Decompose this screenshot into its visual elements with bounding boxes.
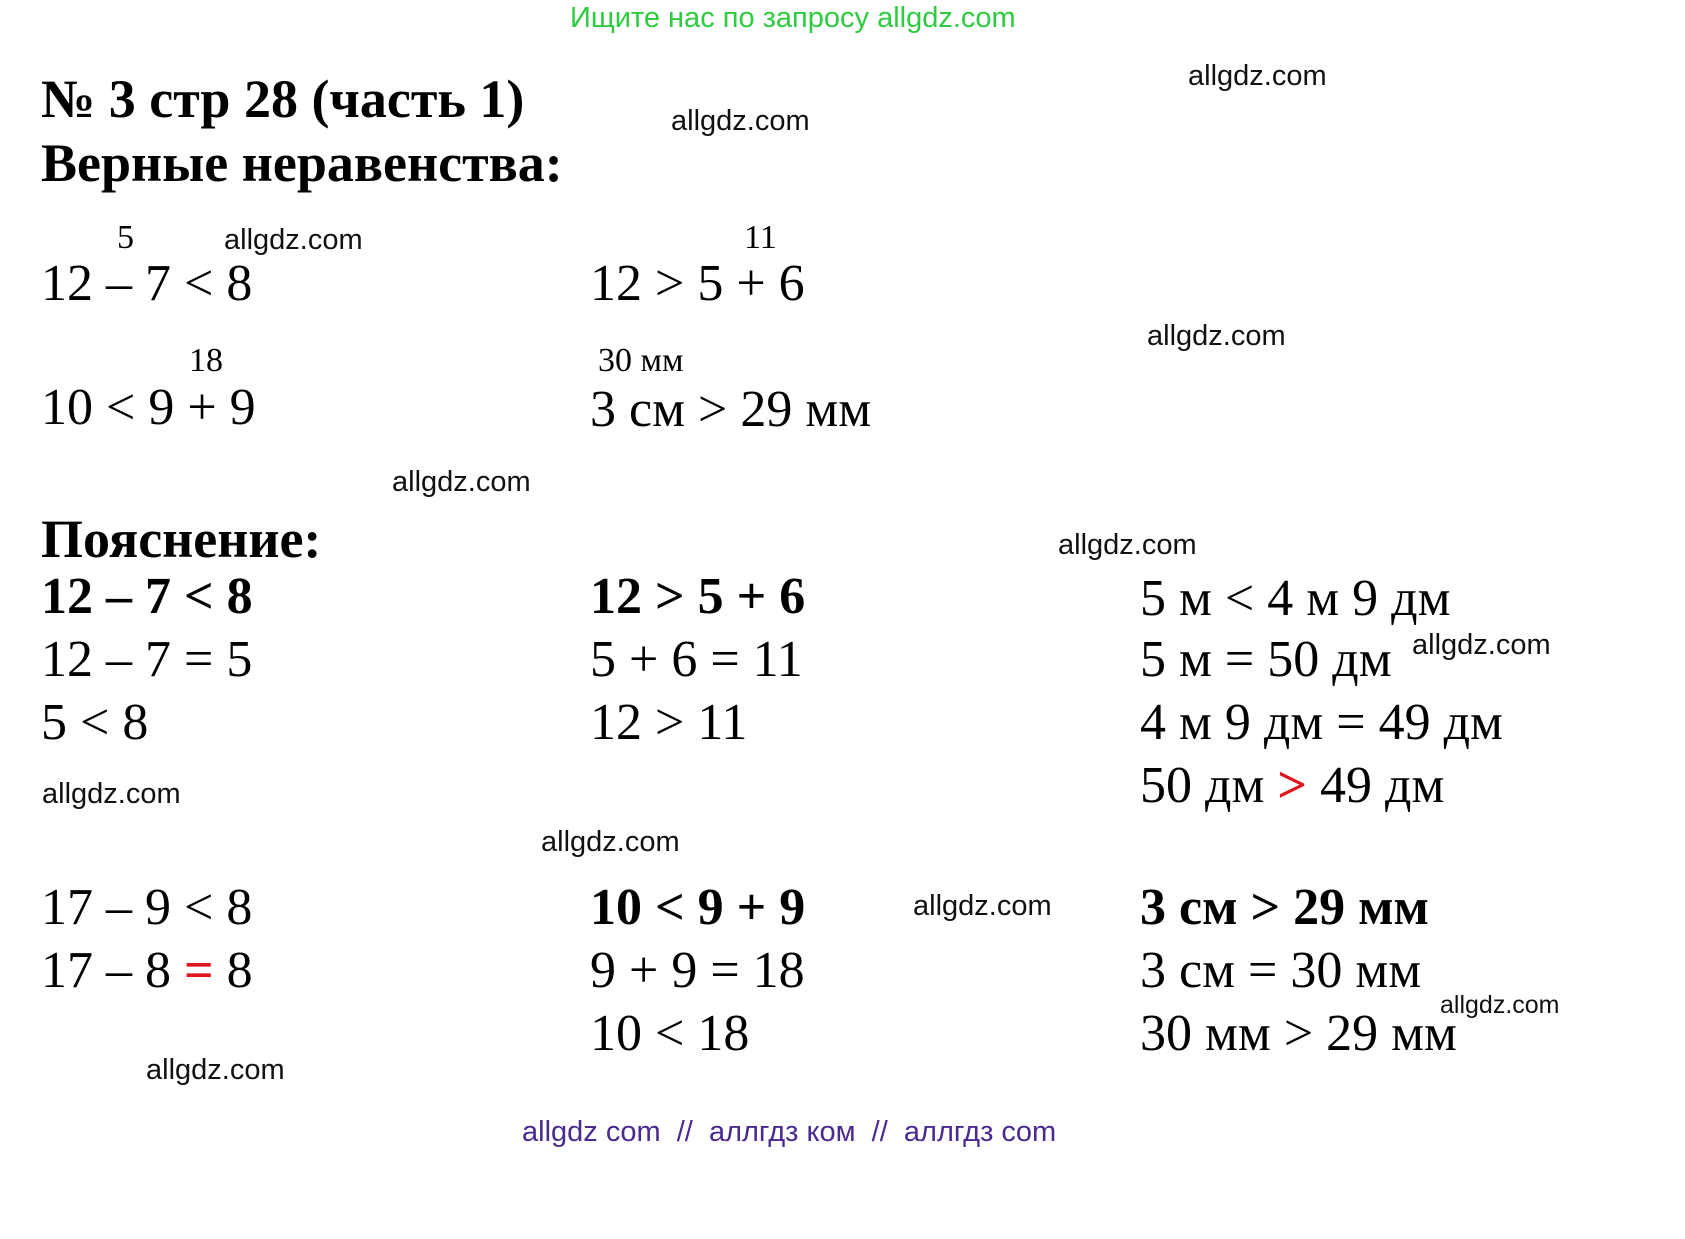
bottom-banner: allgdz com // аллгдз ком // аллгдз com <box>522 1116 1057 1148</box>
answer-b-note: 11 <box>744 219 777 256</box>
col3-block1-line4 <box>1140 757 1445 814</box>
page-title: № 3 стр 28 (часть 1) <box>41 69 525 129</box>
col2-block1-line2: 12 > 11 <box>590 694 748 751</box>
watermark: allgdz.com <box>541 826 680 858</box>
col2-block1-head: 12 > 5 + 6 <box>590 568 806 625</box>
col2-block2-line2: 10 < 18 <box>590 1005 750 1062</box>
col3-block1-line4-right: 49 дм <box>1307 757 1445 814</box>
watermark: allgdz.com <box>671 105 810 137</box>
col1-block2-line2 <box>41 942 253 999</box>
col2-block2-line1: 9 + 9 = 18 <box>590 942 805 999</box>
col2-block1-line1: 5 + 6 = 11 <box>590 631 803 688</box>
watermark: allgdz.com <box>392 466 531 498</box>
watermark: allgdz.com <box>42 778 181 810</box>
col1-block1-line1: 12 – 7 = 5 <box>41 631 253 688</box>
col1-block1-head: 12 – 7 < 8 <box>41 568 253 625</box>
col3-block2-line2: 30 мм > 29 мм <box>1140 1005 1457 1062</box>
answer-d: 3 см > 29 мм <box>590 381 872 438</box>
explanation-heading: Пояснение: <box>41 509 322 569</box>
watermark: allgdz.com <box>146 1054 285 1086</box>
col3-block1-line2: 5 м = 50 дм <box>1140 631 1392 688</box>
col1-block2-line1: 17 – 9 < 8 <box>41 879 253 936</box>
col2-block2-head: 10 < 9 + 9 <box>590 879 806 936</box>
top-banner: Ищите нас по запросу allgdz.com <box>570 2 1016 34</box>
page-subtitle: Верные неравенства: <box>41 133 563 193</box>
answer-d-note: 30 мм <box>598 342 684 379</box>
watermark: allgdz.com <box>1412 629 1551 661</box>
answer-c: 10 < 9 + 9 <box>41 379 256 436</box>
watermark: allgdz.com <box>913 890 1052 922</box>
col3-block2-head: 3 см > 29 мм <box>1140 879 1429 936</box>
col3-block2-line1: 3 см = 30 мм <box>1140 942 1422 999</box>
watermark: allgdz.com <box>1440 991 1560 1019</box>
watermark: allgdz.com <box>1058 529 1197 561</box>
col1-block1-line2: 5 < 8 <box>41 694 149 751</box>
col3-block1-line3: 4 м 9 дм = 49 дм <box>1140 694 1503 751</box>
answer-c-note: 18 <box>189 342 223 379</box>
col1-block2-line2-right: 8 <box>213 942 253 999</box>
answer-b: 12 > 5 + 6 <box>590 255 805 312</box>
watermark: allgdz.com <box>1188 60 1327 92</box>
answer-a-note: 5 <box>117 219 134 256</box>
col3-block1-line1: 5 м < 4 м 9 дм <box>1140 570 1451 627</box>
watermark: allgdz.com <box>1147 320 1286 352</box>
col3-block1-line4-left: 50 дм <box>1140 757 1278 814</box>
greater-sign: > <box>1277 757 1308 814</box>
col1-block2-line2-left: 17 – 8 <box>41 942 184 999</box>
equals-sign: = <box>184 942 214 999</box>
watermark: allgdz.com <box>224 224 363 256</box>
answer-a: 12 – 7 < 8 <box>41 255 253 312</box>
